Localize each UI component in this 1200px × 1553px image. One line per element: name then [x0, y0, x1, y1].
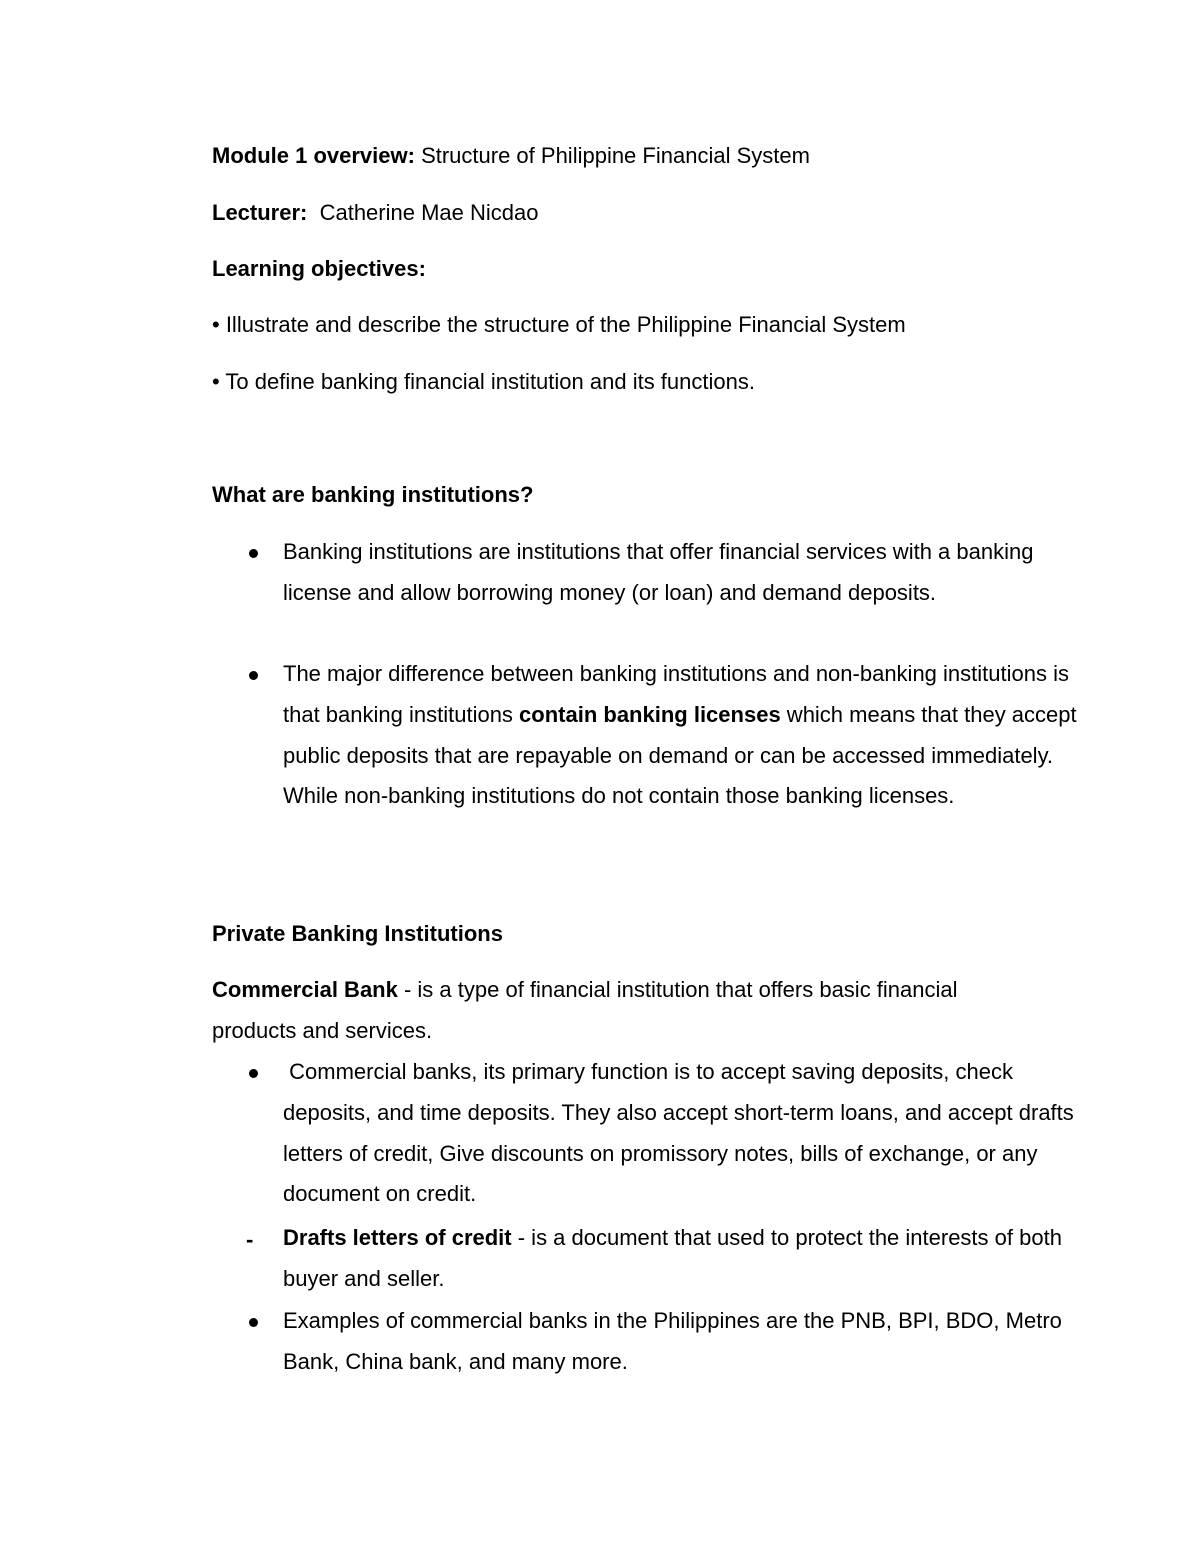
banking-bullet-2 [283, 654, 1083, 817]
objectives-heading: Learning objectives: [212, 256, 426, 281]
drafts-def: - is a document that used to protect the interests of both buyer and seller. [283, 1225, 1062, 1291]
commercial-bullet-2: Examples of commercial banks in the Philippines are the PNB, BPI, BDO, Metro Bank, China bank, and many more. [283, 1308, 1062, 1374]
objective-item: • Illustrate and describe the structure of the Philippine Financial System [212, 312, 906, 337]
module-label: Module 1 overview: [212, 143, 415, 168]
commercial-bank-term: Commercial Bank [212, 977, 398, 1002]
drafts-definition [283, 1218, 1083, 1300]
bullet-text: The major difference between banking institutions and non-banking institutions is that banking institutions [283, 661, 1069, 727]
commercial-bank-def: - is a type of financial institution that offers basic financial products and services. [212, 977, 958, 1043]
drafts-term: Drafts letters of credit [283, 1225, 512, 1250]
lecturer-label: Lecturer: [212, 200, 308, 225]
dash-marker: - [246, 1227, 254, 1252]
section-heading-private: Private Banking Institutions [212, 921, 503, 946]
bullet-icon [249, 671, 258, 680]
banking-bullet-1: Banking institutions are institutions that offer financial services with a banking license and allow borrowing money (or loan) and demand deposits. [283, 539, 1034, 605]
lecturer-line [212, 200, 538, 226]
commercial-bank-definition [212, 970, 1042, 1052]
bullet-text: which means that they accept public deposits that are repayable on demand or can be accessed immediately. While non-banking institutions do not contain those banking licenses. [283, 701, 1077, 809]
bullet-icon [249, 549, 258, 558]
module-title: Structure of Philippine Financial System [414, 143, 810, 168]
section-heading-banking: What are banking institutions? [212, 482, 534, 507]
lecturer-name: Catherine Mae Nicdao [307, 200, 539, 225]
bullet-icon [249, 1318, 258, 1327]
bullet-icon [249, 1069, 258, 1078]
commercial-bullet-1: Commercial banks, its primary function is to accept saving deposits, check deposits, and time deposits. They also accept short-term loans, and accept drafts letters of credit, Give discounts on promissory notes, bills of exchange, or any document on credit. [283, 1059, 1080, 1207]
module-overview-line [212, 143, 810, 169]
bullet-bold-text: contain banking licenses [519, 701, 781, 727]
objective-item: • To define banking financial institution and its functions. [212, 369, 755, 394]
